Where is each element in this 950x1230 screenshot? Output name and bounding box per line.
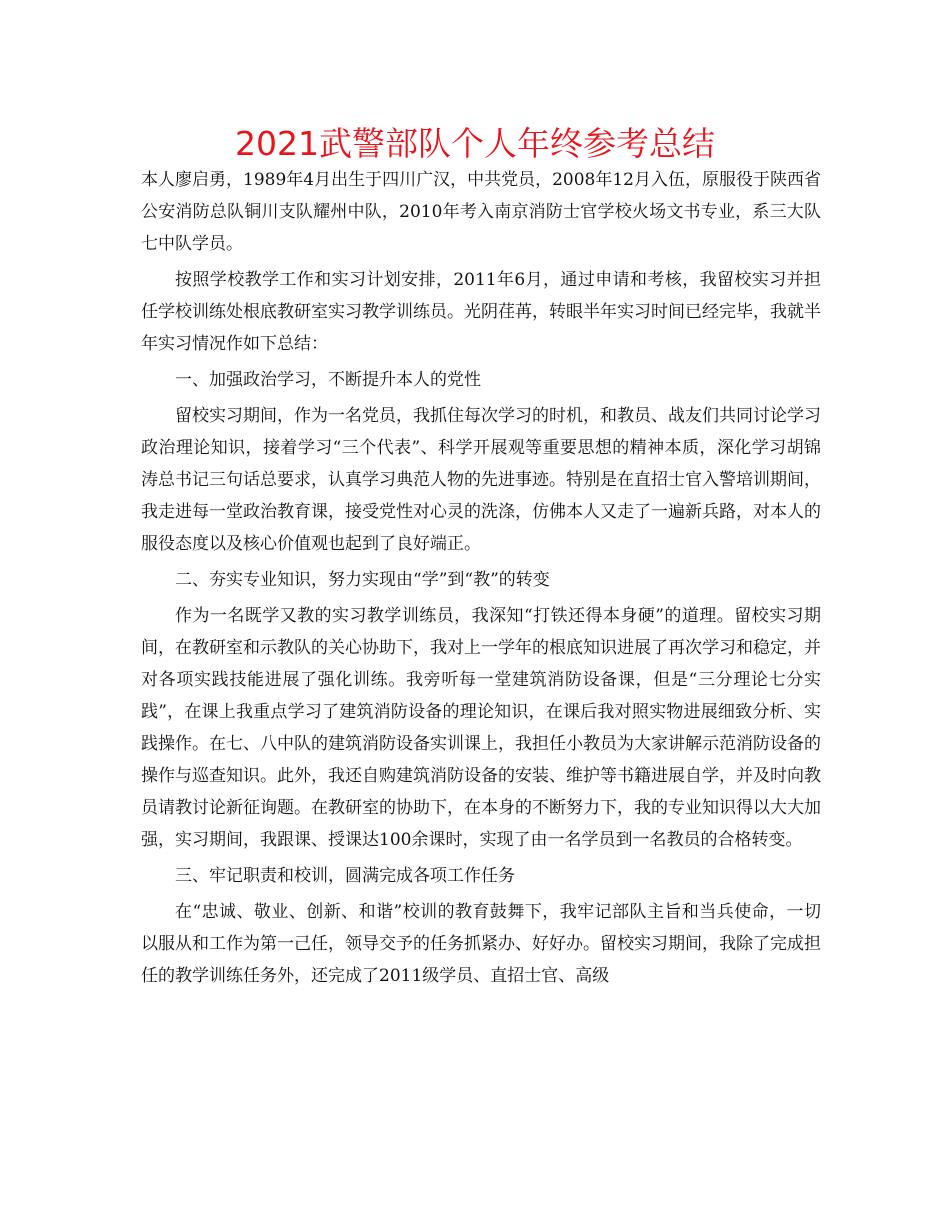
document-body [141, 164, 821, 996]
paragraph-political-study: 留校实习期间，作为一名党员，我抓住每次学习的时机，和教员、战友们共同讨论学习政治理论知识，接着学习“三个代表”、科学开展观等重要思想的精神本质，深化学习胡锦涛总书记三句话总要求，认真学习典范人物的先进事迹。特别是在直招士官入警培训期间，我走进每一堂政治教育课，接受党性对心灵的洗涤，仿佛本人又走了一遍新兵路，对本人的服役态度以及核心价值观也起到了良好端正。 [141, 406, 821, 554]
section-heading-1: 一、加强政治学习，不断提升本人的党性 [175, 370, 481, 390]
paragraph-duties: 在“忠诚、敬业、创新、和谐”校训的教育鼓舞下，我牢记部队主旨和当兵使命，一切以服从和工作为第一己任，领导交予的任务抓紧办、好好办。留校实习期间，我除了完成担任的教学训练任务外，还完成了2011级学员、直招士官、高级 [141, 902, 821, 986]
paragraph-professional-knowledge: 作为一名既学又教的实习教学训练员，我深知“打铁还得本身硬”的道理。留校实习期间，在教研室和示教队的关心协助下，我对上一学年的根底知识进展了再次学习和稳定，并对各项实践技能进展了强化训练。我旁听每一堂建筑消防设备课，但是“三分理论七分实践”，在课上我重点学习了建筑消防设备的理论知识，在课后我对照实物进展细致分析、实践操作。在七、八中队的建筑消防设备实训课上，我担任小教员为大家讲解示范消防设备的操作与巡查知识。此外，我还自购建筑消防设备的安装、维护等书籍进展自学，并及时向教员请教讨论新征询题。在教研室的协助下，在本身的不断努力下，我的专业知识得以大大加强，实习期间，我跟课、授课达100余课时，实现了由一名学员到一名教员的合格转变。 [141, 606, 821, 850]
paragraph-internship: 按照学校教学工作和实习计划安排，2011年6月，通过申请和考核，我留校实习并担任学校训练处根底教研室实习教学训练员。光阴荏苒，转眼半年实习时间已经完毕，我就半年实习情况作如下总结： [141, 270, 821, 354]
section-heading-2: 二、夯实专业知识，努力实现由“学”到“教”的转变 [175, 570, 550, 590]
section-heading-3: 三、牢记职责和校训，圆满完成各项工作任务 [175, 866, 515, 886]
paragraph-intro: 本人廖启勇，1989年4月出生于四川广汉，中共党员，2008年12月入伍，原服役于陕西省公安消防总队铜川支队耀州中队，2010年考入南京消防士官学校火场文书专业，系三大队七中队学员。 [141, 170, 821, 254]
document-title: 2021武警部队个人年终参考总结 [235, 124, 715, 163]
